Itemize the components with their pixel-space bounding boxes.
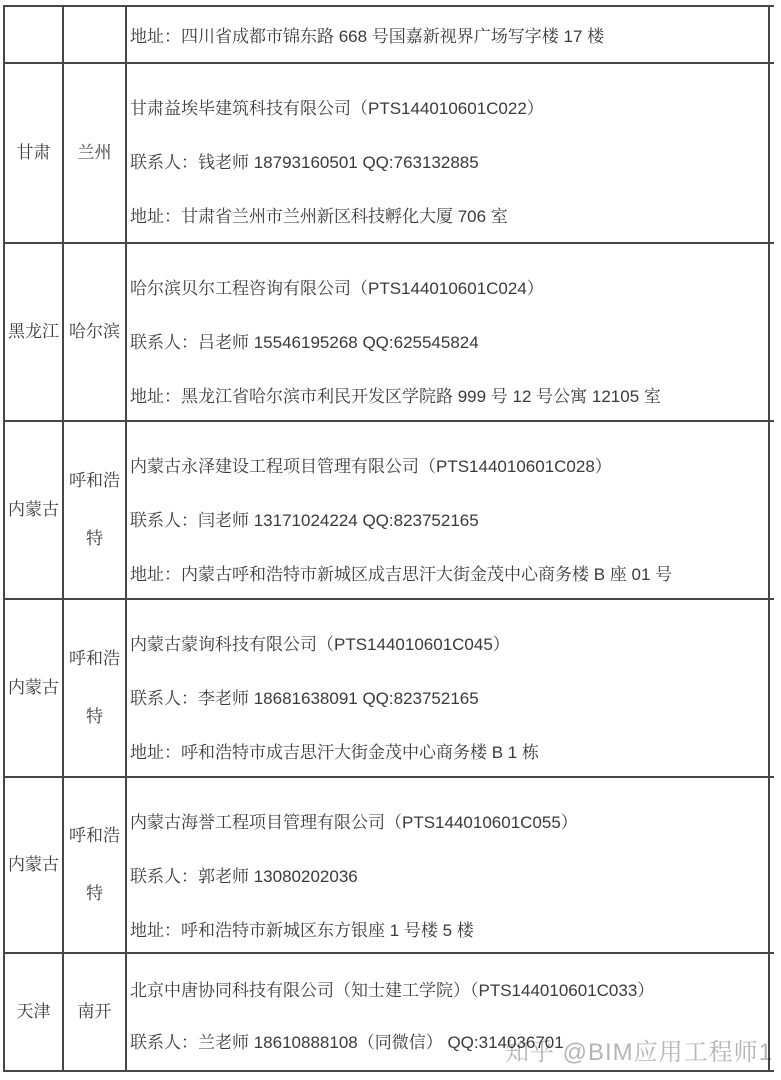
- city-cell: 哈尔滨: [64, 244, 127, 420]
- table-row: [5, 422, 774, 600]
- address-line: 地址：内蒙古呼和浩特市新城区成吉思汗大街金茂中心商务楼 B 座 01 号: [130, 564, 673, 584]
- contact-table: [3, 5, 774, 1072]
- address-line: 地址：呼和浩特市新城区东方银座 1 号楼 5 楼: [130, 920, 474, 940]
- company-line: 内蒙古蒙询科技有限公司（PTS144010601C045）: [130, 634, 510, 654]
- info-cell: [127, 422, 770, 598]
- info-cell: [127, 244, 770, 420]
- province-cell: 黑龙江: [5, 244, 64, 420]
- company-line: 北京中唐协同科技有限公司（知士建工学院）（PTS144010601C033）: [130, 980, 655, 1000]
- company-line: 哈尔滨贝尔工程咨询有限公司（PTS144010601C024）: [130, 278, 544, 298]
- company-line: 内蒙古海誉工程项目管理有限公司（PTS144010601C055）: [130, 812, 578, 832]
- info-cell: [127, 7, 770, 62]
- city-cell: 兰州: [64, 64, 127, 242]
- city-cell: 呼和浩特: [64, 422, 127, 598]
- contact-line: 联系人：兰老师 18610888108（同微信） QQ:314036701: [130, 1032, 564, 1052]
- zhihu-watermark: 知乎 @BIM应用工程师1: [504, 1039, 773, 1066]
- info-cell: [127, 64, 770, 242]
- table-row: [5, 778, 774, 954]
- address-line: 地址：四川省成都市锦东路 668 号国嘉新视界广场写字楼 17 楼: [130, 27, 605, 46]
- province-cell: [5, 7, 64, 62]
- table-row: [5, 600, 774, 778]
- city-cell: 南开: [64, 954, 127, 1070]
- contact-line: 联系人：闫老师 13171024224 QQ:823752165: [130, 510, 479, 530]
- city-cell: [64, 7, 127, 62]
- province-cell: 天津: [5, 954, 64, 1070]
- table-row: [5, 244, 774, 422]
- info-cell: [127, 778, 770, 952]
- contact-line: 联系人：钱老师 18793160501 QQ:763132885: [130, 152, 479, 172]
- table-row: [5, 64, 774, 244]
- province-cell: 内蒙古: [5, 778, 64, 952]
- info-cell: [127, 600, 770, 776]
- contact-line: 联系人：李老师 18681638091 QQ:823752165: [130, 688, 479, 708]
- table-row: [5, 7, 774, 64]
- address-line: 地址：呼和浩特市成吉思汗大街金茂中心商务楼 B 1 栋: [130, 742, 539, 762]
- contact-line: 联系人：郭老师 13080202036: [130, 866, 358, 886]
- province-cell: 内蒙古: [5, 600, 64, 776]
- address-line: 地址：黑龙江省哈尔滨市利民开发区学院路 999 号 12 号公寓 12105 室: [130, 386, 661, 406]
- province-cell: 内蒙古: [5, 422, 64, 598]
- contact-line: 联系人：吕老师 15546195268 QQ:625545824: [130, 332, 479, 352]
- province-cell: 甘肃: [5, 64, 64, 242]
- company-line: 内蒙古永泽建设工程项目管理有限公司（PTS144010601C028）: [130, 456, 612, 476]
- company-line: 甘肃益埃毕建筑科技有限公司（PTS144010601C022）: [130, 98, 544, 118]
- city-cell: 呼和浩特: [64, 600, 127, 776]
- address-line: 地址：甘肃省兰州市兰州新区科技孵化大厦 706 室: [130, 206, 508, 226]
- city-cell: 呼和浩特: [64, 778, 127, 952]
